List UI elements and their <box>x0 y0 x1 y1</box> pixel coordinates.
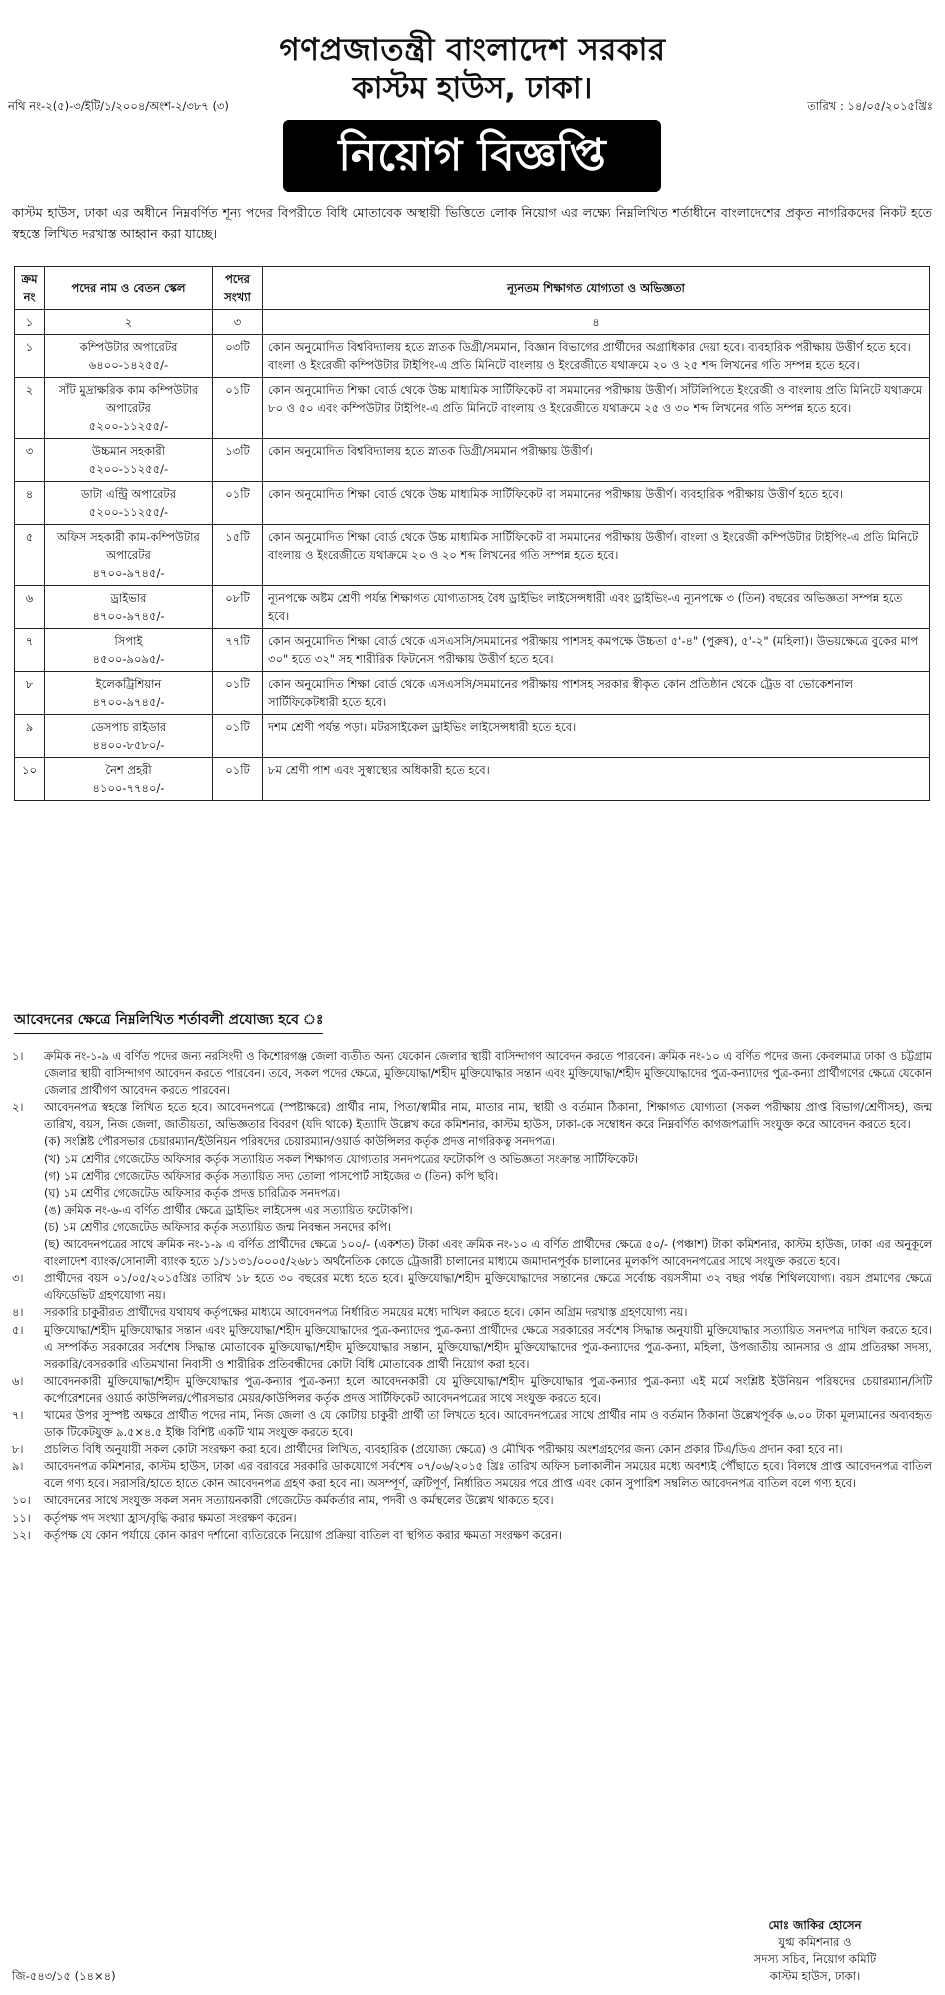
signatory-office: কাস্টম হাউস, ঢাকা। <box>769 1969 861 1983</box>
condition-text-block <box>44 1458 932 1492</box>
condition-number: ৫। <box>12 1323 24 1337</box>
post-cell <box>45 335 213 378</box>
pay-scale: ৫২০০-১১২৫৫/- <box>88 505 169 519</box>
memo-number: নথি নং-২(৫)-৩/ইটি/১/২০০৪/অংশ-২/৩৮৭ (৩) <box>8 99 229 113</box>
condition-item <box>12 1322 932 1373</box>
post-cell <box>45 715 213 758</box>
condition-item <box>12 1048 932 1099</box>
condition-number: ১১। <box>12 1511 31 1525</box>
post-name: সাঁট মুদ্রাক্ষরিক কাম কম্পিউটার অপারেটর <box>58 383 199 415</box>
post-name: অফিস সহকারী কাম-কম্পিউটার অপারেটর <box>57 530 200 562</box>
required-document: (ক) সংশ্লিষ্ট পৌরসভার চেয়ারম্যান/ইউনিয়ন পরিষদের চেয়ারম্যান/ওয়ার্ড কাউন্সিলর কর্তৃক প্রদত্ত নাগরিকত্ব সনদপত্র। <box>44 1135 555 1149</box>
condition-number: ৬। <box>12 1374 24 1388</box>
condition-item <box>12 1304 932 1321</box>
required-document: (গ) ১ম শ্রেণীর গেজেটেড অফিসার কর্তৃক সত্যায়িত সদ্য তোলা পাসপোর্ট সাইজের ৩ (তিন) কপি ছবি। <box>44 1169 499 1183</box>
condition-number: ১২। <box>12 1528 31 1542</box>
required-document: (চ) ১ম শ্রেণীর গেজেটেড অফিসার কর্তৃক সত্যায়িত জন্ম নিবন্ধন সনদের কপি। <box>44 1220 391 1234</box>
condition-item <box>12 1373 932 1407</box>
row-serial: ৭ <box>15 629 45 672</box>
row-serial: ১ <box>15 335 45 378</box>
post-cell <box>45 758 213 801</box>
qualification: কোন অনুমোদিত শিক্ষা বোর্ড থেকে উচ্চ মাধ্যমিক সার্টিফিকেট বা সমমানের পরীক্ষায় উত্তীর্ণ। ব্যবহারিক পরীক্ষায় উত্তীর্ণ হতে হবে। <box>263 482 930 525</box>
row-serial: ২ <box>15 378 45 439</box>
signatory-title: যুগ্ম কমিশনার ও <box>778 1935 852 1949</box>
post-name: ডাটা এন্ট্রি অপারেটর <box>80 487 177 501</box>
qualification: কোন অনুমোদিত বিশ্ববিদ্যালয় হতে স্নাতক ডিগ্রী/সমমান, বিজ্ঞান বিভাগের প্রার্থীদের অগ্রাধিকার দেয়া হবে। ব্যবহারিক পরীক্ষায় উত্তীর্ণ হতে হবে। বাংলা ও ইংরেজী কম্পিউটার টাইপিং-এ প্রতি মিনিটে বাংলায় ও ইংরেজীতে যথাক্রমে ২০ ও ২৫ শব্দ লিখনের গতি সম্পন্ন হতে হবে। <box>263 335 930 378</box>
condition-item <box>12 1458 932 1492</box>
condition-text-block <box>44 1492 932 1509</box>
office-header: কাস্টম হাউস, ঢাকা। <box>352 71 593 106</box>
col-header-count: পদের সংখ্যা <box>213 267 263 310</box>
post-count: ০১টি <box>213 482 263 525</box>
column-number: ৪ <box>263 310 930 335</box>
pay-scale: ৬৪০০-১৪২৫৫/- <box>88 358 169 372</box>
post-name: নৈশ প্রহরী <box>105 763 152 777</box>
condition-text: মুক্তিযোদ্ধা/শহীদ মুক্তিযোদ্ধার সন্তান এবং মুক্তিযোদ্ধা/শহীদ মুক্তিযোদ্ধাদের পুত্র-কন্যাদের পুত্র-কন্যা প্রার্থীদের ক্ষেত্রে সরকারের সর্বশেষ সিদ্ধান্ত অনুযায়ী মুক্তিযোদ্ধার সত্যায়িত সনদপত্র দাখিল করতে হবে। এ সম্পর্কিত সরকারের সর্বশেষ সিদ্ধান্ত মোতাবেক মুক্তিযোদ্ধা/শহীদ মুক্তিযোদ্ধার সন্তান, মুক্তিযোদ্ধা/শহীদ মুক্তিযোদ্ধাদের পুত্র-কন্যাদের পুত্র-কন্যা, মহিলা, উপজাতীয় আনসার ও গ্রাম প্রতিরক্ষা সদস্য, সরকারি/বেসরকারি এতিমখানা নিবাসী ও শারীরিক প্রতিবন্ধীদের কোটা বিধি মোতাবেক প্রার্থী নিয়োগ করা হবে। <box>44 1323 932 1371</box>
condition-number: ২। <box>12 1101 24 1115</box>
post-count: ০১টি <box>213 715 263 758</box>
pay-scale: ৫২০০-১১২৫৫/- <box>88 419 169 433</box>
column-number: ৩ <box>213 310 263 335</box>
condition-number: ৩। <box>12 1272 24 1286</box>
condition-text: আবেদনকারী মুক্তিযোদ্ধা/শহীদ মুক্তিযোদ্ধার পুত্র-কন্যার পুত্র-কন্যা হলে আবেদনকারী যে মুক্তিযোদ্ধা/শহীদ মুক্তিযোদ্ধার পুত্র-কন্যার পুত্র-কন্যা এই মর্মে সংশ্লিষ্ট ইউনিয়ন পরিষদের চেয়ারম্যান/সিটি কর্পোরেশনের ওয়ার্ড কাউন্সিলর/পৌরসভার মেয়র/কাউন্সিলর কর্তৃক প্রদত্ত সার্টিফিকেট আবেদনপত্রের সাথে সংযুক্ত করতে হবে। <box>44 1374 932 1405</box>
post-name: কম্পিউটার অপারেটর <box>79 340 178 354</box>
pay-scale: ৫২০০-১১২৫৫/- <box>88 462 169 476</box>
condition-item <box>12 1099 932 1270</box>
column-number-row <box>15 310 930 335</box>
condition-text-block <box>44 1048 932 1099</box>
row-serial: ৮ <box>15 672 45 715</box>
post-count: ০১টি <box>213 758 263 801</box>
condition-text: কর্তৃপক্ষ পদ সংখ্যা হ্রাস/বৃদ্ধি করার ক্ষমতা সংরক্ষণ করেন। <box>44 1511 297 1525</box>
post-name: ইলেকট্রিশিয়ান <box>95 677 162 691</box>
row-serial: ৬ <box>15 586 45 629</box>
pay-scale: ৪৭০০-৯৭৪৫/- <box>92 695 165 709</box>
table-header-row <box>15 267 930 310</box>
post-name: ড্রাইভার <box>110 591 147 605</box>
conditions-title: আবেদনের ক্ষেত্রে নিম্নলিখিত শর্তাবলী প্রযোজ্য হবে ঃ <box>14 1008 323 1034</box>
qualification: কোন অনুমোদিত শিক্ষা বোর্ড থেকে উচ্চ মাধ্যমিক সার্টিফিকেট বা সমমানের পরীক্ষায় উত্তীর্ণ। সাঁটলিপিতে ইংরেজী ও বাংলায় প্রতি মিনিটে যথাক্রমে ৮০ ও ৫০ এবং কম্পিউটার টাইপিং-এ প্রতি মিনিটে বাংলায় ও ইংরেজীতে যথাক্রমে ২৫ ও ৩০ শব্দ লিখনের গতি সম্পন্ন হতে হবে। <box>263 378 930 439</box>
post-count: ১৫টি <box>213 525 263 586</box>
post-count: ০১টি <box>213 378 263 439</box>
qualification: ন্যূনপক্ষে অষ্টম শ্রেণী পর্যন্ত শিক্ষাগত যোগ্যতাসহ বৈধ ড্রাইভিং লাইসেন্সধারী এবং ড্রাইভিং-এ ন্যূনপক্ষে ৩ (তিন) বছরের অভিজ্ঞতা সম্পন্ন হতে হবে। <box>263 586 930 629</box>
qualification: দশম শ্রেণী পর্যন্ত পড়া। মটরসাইকেল ড্রাইভিং লাইসেন্সধারী হতে হবে। <box>263 715 930 758</box>
pay-scale: ৪৭০০-৯৭৪৫/- <box>92 609 165 623</box>
table-row <box>15 758 930 801</box>
notice-date: তারিখ : ১৪/০৫/২০১৫খ্রিঃ <box>807 99 933 113</box>
condition-text-block <box>44 1270 932 1304</box>
signatory-committee: সদস্য সচিব, নিয়োগ কমিটি <box>753 1952 877 1966</box>
post-name: সিপাই <box>114 634 143 648</box>
row-serial: ১০ <box>15 758 45 801</box>
signatory-name: মোঃ জাকির হোসেন <box>768 1918 862 1932</box>
conditions-list <box>12 1048 932 1544</box>
post-cell <box>45 672 213 715</box>
qualification: কোন অনুমোদিত শিক্ষা বোর্ড থেকে উচ্চ মাধ্যমিক সার্টিফিকেট বা সমমানের পরীক্ষায় উত্তীর্ণ। বাংলা ও ইংরেজী কম্পিউটার টাইপিং-এ প্রতি মিনিটে বাংলায় ও ইংরেজীতে যথাক্রমে ২০ ও ২০ শব্দ লিখনের গতি সম্পন্ন হতে হবে। <box>263 525 930 586</box>
column-number: ১ <box>15 310 45 335</box>
post-cell <box>45 586 213 629</box>
condition-number: ৯। <box>12 1460 24 1474</box>
pay-scale: ৪১০০-৭৭৪০/- <box>92 781 165 795</box>
condition-text-block <box>44 1441 932 1458</box>
col-header-serial: ক্রম নং <box>15 267 45 310</box>
row-serial: ৩ <box>15 439 45 482</box>
table-row <box>15 439 930 482</box>
table-row <box>15 715 930 758</box>
qualification: কোন অনুমোদিত শিক্ষা বোর্ড থেকে এসএসসি/সমমানের পরীক্ষায় পাশসহ কমপক্ষে উচ্চতা ৫'-৪" (পুরুষ), ৫'-২" (মহিলা)। উভয়ক্ষেত্রে বুকের মাপ ৩০" হতে ৩২" সহ শারীরিক ফিটনেস পরীক্ষায় উত্তীর্ণ হতে হবে। <box>263 629 930 672</box>
qualification: ৮ম শ্রেণী পাশ এবং সুস্বাস্থ্যের অধিকারী হতে হবে। <box>263 758 930 801</box>
condition-item <box>12 1510 932 1527</box>
post-cell <box>45 378 213 439</box>
post-cell <box>45 482 213 525</box>
condition-text-block <box>44 1099 932 1270</box>
row-serial: ৪ <box>15 482 45 525</box>
post-name: ডেসপাচ রাইডার <box>90 720 167 734</box>
condition-text: প্রার্থীদের বয়স ০১/০৫/২০১৫খ্রিঃ তারিখ ১৮ হতে ৩০ বছরের মধ্যে হতে হবে। মুক্তিযোদ্ধা/শহীদ মুক্তিযোদ্ধাদের সন্তানের ক্ষেত্রে সর্বোচ্চ বয়সসীমা ৩২ বছর পর্যন্ত শিথিলযোগ্য। বয়স প্রমাণের ক্ষেত্রে এফিডেভিট গ্রহণযোগ্য নয়। <box>44 1272 932 1303</box>
intro-paragraph: কাস্টম হাউস, ঢাকা এর অধীনে নিম্নবর্ণিত শূন্য পদের বিপরীতে বিধি মোতাবেক অস্থায়ী ভিত্তিতে লোক নিয়োগ এর লক্ষ্যে নিম্নলিখিত শর্তাধীনে বাংলাদেশের প্রকৃত নাগরিকদের নিকট হতে স্বহস্তে লিখিত দরখাস্ত আহ্বান করা যাচ্ছে। <box>12 205 932 241</box>
condition-text-block <box>44 1510 932 1527</box>
table-row <box>15 672 930 715</box>
govt-header: গণপ্রজাতন্ত্রী বাংলাদেশ সরকার <box>279 32 666 68</box>
footer-code: জি-৫৪৩/১৫ (১৪×৪) <box>12 1969 116 1983</box>
condition-text-block <box>44 1407 932 1441</box>
pay-scale: ৪৭০০-৯৭৪৫/- <box>92 566 165 580</box>
condition-text-block <box>44 1322 932 1373</box>
post-count: ০১টি <box>213 672 263 715</box>
signature-block <box>700 1917 930 1985</box>
condition-number: ১০। <box>12 1494 31 1508</box>
table-row <box>15 482 930 525</box>
condition-text: খামের উপর সুস্পষ্ট অক্ষরে প্রার্থীত পদের নাম, নিজ জেলা ও যে কোটায় চাকুরী প্রার্থী তা লিখতে হবে। আবেদনপত্রের সাথে প্রার্থীর নাম ও বর্তমান ঠিকানা উল্লেখপূর্বক ৬.০০ টাকা মূল্যমানের অব্যবহৃত ডাক টিকেটযুক্ত ৯.৫×৪.৫ ইঞ্চি বিশিষ্ট একটি খাম সংযুক্ত করতে হবে। <box>44 1408 932 1440</box>
condition-number: ৭। <box>12 1408 24 1422</box>
condition-text-block <box>44 1527 932 1544</box>
qualification: কোন অনুমোদিত বিশ্ববিদ্যালয় হতে স্নাতক ডিগ্রী/সমমান পরীক্ষায় উত্তীর্ণ। <box>263 439 930 482</box>
post-cell <box>45 525 213 586</box>
table-row <box>15 629 930 672</box>
pay-scale: ৪৪০০-৮৫৮০/- <box>92 738 165 752</box>
condition-text: সরকারি চাকুরীরত প্রার্থীদের যথাযথ কর্তৃপক্ষের মাধ্যমে আবেদনপত্র নির্ধারিত সময়ের মধ্যে দাখিল করতে হবে। কোন অগ্রিম দরখাস্ত গ্রহণযোগ্য নয়। <box>44 1306 688 1320</box>
post-count: ৭৭টি <box>213 629 263 672</box>
condition-text: আবেদনের সাথে সংযুক্ত সকল সনদ সত্যায়নকারী গেজেটেড কর্মকর্তার নাম, পদবী ও কর্মস্থলের উল্লেখ থাকতে হবে। <box>44 1494 554 1508</box>
condition-number: ৮। <box>12 1443 24 1457</box>
post-cell <box>45 629 213 672</box>
col-header-qualification: ন্যূনতম শিক্ষাগত যোগ্যতা ও অভিজ্ঞতা <box>263 267 930 310</box>
condition-item <box>12 1407 932 1441</box>
condition-text: আবেদনপত্র কমিশনার, কাস্টম হাউস, ঢাকা এর বরাবরে সরকারি ডাকযোগে সর্বশেষ ০৭/০৬/২০১৫ খ্রিঃ তারিখ অফিস চলাকালীন সময়ের মধ্যে অবশ্যই পৌঁছাতে হবে। বিলম্বে প্রাপ্ত আবেদনপত্র বাতিল বলে গণ্য হবে। সরাসরি/হাতে হাতে কোন আবেদনপত্র গ্রহণ করা হবে না। অসম্পূর্ণ, ত্রুটিপূর্ণ, নির্ধারিত সময়ের পরে প্রাপ্ত এবং কোন সুপারিশ সম্বলিত আবেদনপত্র বাতিল বলে গণ্য হবে। <box>44 1460 932 1491</box>
post-count: ০৩টি <box>213 335 263 378</box>
condition-number: ৪। <box>12 1306 24 1320</box>
condition-text: কর্তৃপক্ষ যে কোন পর্যায়ে কোন কারণ দর্শানো ব্যতিরেকে নিয়োগ প্রক্রিয়া বাতিল বা স্থগিত করার ক্ষমতা সংরক্ষণ করেন। <box>44 1528 563 1542</box>
condition-item <box>12 1270 932 1304</box>
required-document: (খ) ১ম শ্রেণীর গেজেটেড অফিসার কর্তৃক সত্যায়িত সকল শিক্ষাগত যোগ্যতার সনদপত্রের ফটোকপি ও অভিজ্ঞতা সংক্রান্ত সার্টিফিকেট। <box>44 1152 639 1166</box>
post-cell <box>45 439 213 482</box>
condition-number: ১। <box>12 1050 24 1063</box>
row-serial: ৫ <box>15 525 45 586</box>
posts-table <box>14 266 930 801</box>
post-count: ০৮টি <box>213 586 263 629</box>
post-name: উচ্চমান সহকারী <box>91 444 166 458</box>
condition-text: প্রচলিত বিধি অনুযায়ী সকল কোটা সংরক্ষণ করা হবে। প্রার্থীদের লিখিত, ব্যবহারিক (প্রযোজ্য ক্ষেত্রে) ও মৌখিক পরীক্ষায় অংশগ্রহণের জন্য কোন প্রকার টিএ/ডিএ প্রদান করা হবে না। <box>44 1443 843 1457</box>
condition-item <box>12 1441 932 1458</box>
qualification: কোন অনুমোদিত শিক্ষা বোর্ড থেকে এসএসসি/সমমানের পরীক্ষায় পাশসহ সরকার স্বীকৃত কোন প্রতিষ্ঠান থেকে ট্রেড বা ভোকেশনাল সার্টিফিকেটধারী হতে হবে। <box>263 672 930 715</box>
condition-item <box>12 1527 932 1544</box>
col-header-post: পদের নাম ও বেতন স্কেল <box>45 267 213 310</box>
required-document: (ছ) আবেদনপত্রের সাথে ক্রমিক নং-১-৯ এ বর্ণিত প্রার্থীদের ক্ষেত্রে ১০০/- (একশত) টাকা এবং ক্রমিক নং-১০ এ বর্ণিত প্রার্থীদের ক্ষেত্রে ৫০/- (পঞ্চাশ) টাকা কমিশনার, কাস্টম হাউজ, ঢাকা এর অনুকূলে বাংলাদেশ ব্যাংক/সোনালী ব্যাংক হতে ১/১১৩১/০০০৫/২৬৮১ অর্থনৈতিক কোডে ট্রেজারী চালানের মাধ্যমে জমাদানপূর্বক চালানের মূলকপি আবেদনপত্রের সাথে সংযুক্ত করতে হবে। <box>44 1238 932 1269</box>
condition-text-block <box>44 1373 932 1407</box>
condition-text: আবেদনপত্র স্বহস্তে লিখিত হতে হবে। আবেদনপত্রে (স্পষ্টাক্ষরে) প্রার্থীর নাম, পিতা/স্বামীর নাম, মাতার নাম, স্থায়ী ও বর্তমান ঠিকানা, শিক্ষাগত যোগ্যতা (সকল পরীক্ষায় প্রাপ্ত বিভাগ/শ্রেণীসহ), জন্ম তারিখ, বয়স, নিজ জেলা, জাতীয়তা, অভিজ্ঞতার বিবরণ (যদি থাকে) ইত্যাদি উল্লেখ করে কমিশনার, কাস্টম হাউস, ঢাকা-কে সম্বোধন করে নিম্নবর্ণিত কাগজপত্রাদি সংযুক্ত করে আবেদন করতে হবে। <box>44 1101 932 1132</box>
table-row <box>15 378 930 439</box>
condition-text: ক্রমিক নং-১-৯ এ বর্ণিত পদের জন্য নরসিংদী ও কিশোরগঞ্জ জেলা ব্যতীত অন্য যেকোন জেলার স্থায়ী বাসিন্দাগণ আবেদন করতে পারবেন। ক্রমিক নং-১০ এ বর্ণিত পদের জন্য কেবলমাত্র ঢাকা ও চট্টগ্রাম জেলার স্থায়ী বাসিন্দাগণ আবেদন করতে পারবেন। তবে, সকল পদের ক্ষেত্রে, মুক্তিযোদ্ধা/শহীদ মুক্তিযোদ্ধার সন্তান এবং মুক্তিযোদ্ধা/শহীদ মুক্তিযোদ্ধাদের পুত্র-কন্যাদের পুত্র-কন্যা প্রার্থীগণের ক্ষেত্রে যেকোন জেলার প্রার্থীগণ আবেদন করতে পারবেন। <box>44 1050 932 1098</box>
table-row <box>15 525 930 586</box>
condition-text-block <box>44 1304 932 1321</box>
required-document: (ঘ) ১ম শ্রেণীর গেজেটেড অফিসার কর্তৃক প্রদত্ত চারিত্রিক সনদপত্র। <box>44 1186 341 1200</box>
pay-scale: ৪৫০০-৯০৯৫/- <box>92 652 165 666</box>
table-row <box>15 586 930 629</box>
column-number: ২ <box>45 310 213 335</box>
table-row <box>15 335 930 378</box>
required-document: (ঙ) ক্রমিক নং-৬-এ বর্ণিত প্রার্থীর ক্ষেত্রে ড্রাইভিং লাইসেন্স এর সত্যায়িত ফটোকপি। <box>44 1203 413 1217</box>
post-count: ১৩টি <box>213 439 263 482</box>
row-serial: ৯ <box>15 715 45 758</box>
notice-banner: নিয়োগ বিজ্ঞপ্তি <box>283 120 661 192</box>
condition-item <box>12 1492 932 1509</box>
